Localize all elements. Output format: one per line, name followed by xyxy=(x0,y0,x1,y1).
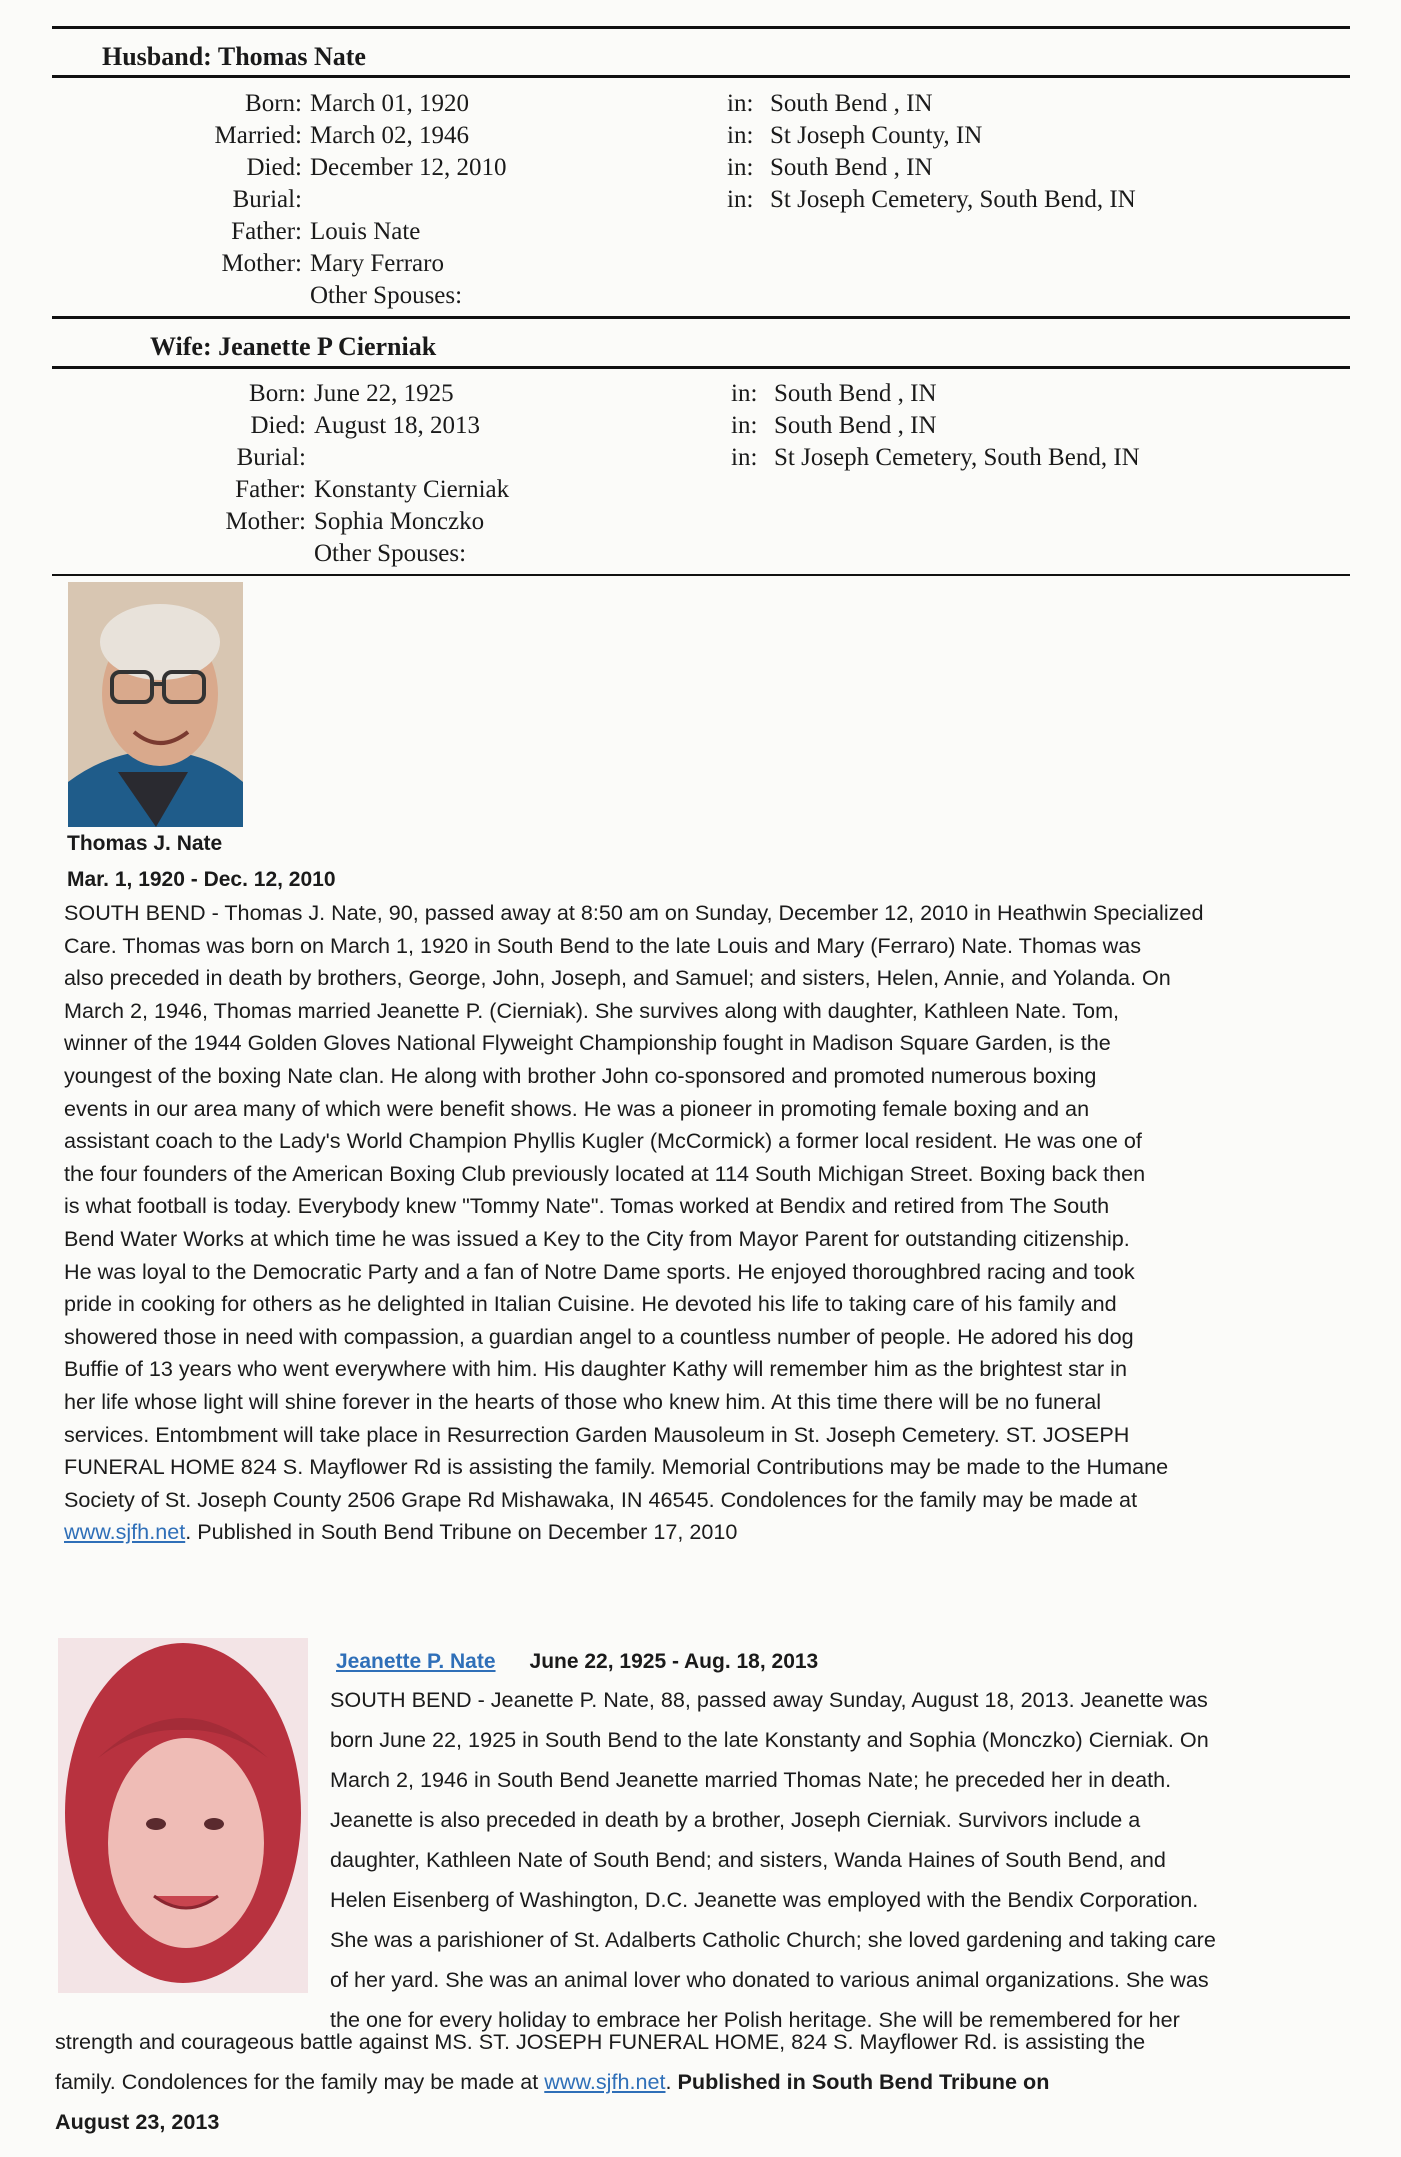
obit1-line: events in our area many of which were benefit shows. He was a pioneer in promoting female boxing and an xyxy=(64,1095,1090,1121)
obit1-line: Society of St. Joseph County 2506 Grape Rd Mishawaka, IN 46545. Condolences for the family may be made at xyxy=(64,1486,1138,1512)
obit1-line: FUNERAL HOME 824 S. Mayflower Rd is assisting the family. Memorial Contributions may be made to the Humane xyxy=(64,1454,1169,1480)
husband-rule xyxy=(52,75,1350,78)
top-rule xyxy=(52,26,1350,29)
obit2-line: born June 22, 1925 in South Bend to the late Konstanty and Sophia (Monczko) Cierniak. On xyxy=(330,1727,1209,1752)
obit1-line: is what football is today. Everybody knew "Tommy Nate". Tomas worked at Bendix and retired from The South xyxy=(64,1193,1110,1219)
husband-fields: Born: March 01, 1920 in: South Bend , IN Married: March 02, 1946 in: St Joseph County, IN Died: December 12, 2010 in: South Bend , IN Burial: in: St Joseph Cemetery, South Bend, IN Father: Louis Nate Mother: Mary Ferraro Other Spouses: xyxy=(214,90,1136,309)
obit1-line: Care. Thomas was born on March 1, 1920 in South Bend to the late Louis and Mary (Ferraro) Nate. Thomas was xyxy=(64,932,1142,958)
husband-heading xyxy=(102,42,366,72)
obit1-line: youngest of the boxing Nate clan. He along with brother John co-sponsored and promoted numerous boxing xyxy=(64,1062,1097,1088)
obit2-sjfh-link[interactable]: www.sjfh.net xyxy=(544,2069,666,2094)
jeanette-portrait-illustration xyxy=(58,1638,308,1993)
obit2-body xyxy=(330,1680,1370,2040)
obit1-line: Buffie of 13 years who went everywhere with him. His daughter Kathy will remember him as the brightest star in xyxy=(64,1356,1127,1382)
obit2-published: Published in South Bend Tribune on xyxy=(677,2069,1050,2094)
obit2-line: She was a parishioner of St. Adalberts Catholic Church; she loved gardening and taking care xyxy=(330,1927,1216,1952)
obit2-name-link[interactable]: Jeanette P. Nate xyxy=(336,1650,496,1673)
obit2-line: Helen Eisenberg of Washington, D.C. Jeanette was employed with the Bendix Corporation. xyxy=(330,1887,1199,1912)
wife-fields: Born: June 22, 1925 in: South Bend , IN Died: August 18, 2013 in: South Bend , IN Burial: in: St Joseph Cemetery, South Bend, IN Father: Konstanty Cierniak Mother: Sophia Monczko Other Spouses: xyxy=(225,380,1140,567)
obit1-line: assistant coach to the Lady's World Champion Phyllis Kugler (McCormick) a former local resident. He was one of xyxy=(64,1128,1142,1154)
obit2-published-date: August 23, 2013 xyxy=(55,2109,220,2134)
obit2-final-pre: family. Condolences for the family may be made at xyxy=(55,2069,545,2094)
obit1-line: He was loyal to the Democratic Party and a fan of Notre Dame sports. He enjoyed thoroughbred racing and took xyxy=(64,1258,1135,1284)
obit1-line: Bend Water Works at which time he was issued a Key to the City from Mayor Parent for outstanding citizenship. xyxy=(64,1225,1130,1251)
obit1-line: SOUTH BEND - Thomas J. Nate, 90, passed away at 8:50 am on Sunday, December 12, 2010 in Heathwin Specialized xyxy=(64,900,1204,925)
obit2-dates: June 22, 1925 - Aug. 18, 2013 xyxy=(529,1650,819,1673)
obit2-final-line xyxy=(55,2062,1375,2102)
obit1-last-text: . Published in South Bend Tribune on December 17, 2010 xyxy=(185,1519,738,1545)
jeanette-photo xyxy=(58,1638,308,1993)
bottom-rule xyxy=(52,574,1350,576)
wife-top-rule xyxy=(52,316,1350,319)
thomas-photo xyxy=(68,582,243,827)
obit1-line: also preceded in death by brothers, George, John, Joseph, and Samuel; and sisters, Helen, Annie, and Yolanda. On xyxy=(64,965,1171,991)
obit1-last-line xyxy=(64,1516,1374,1549)
wife-name: Jeanette P Cierniak xyxy=(218,332,437,361)
obit2-wide-line: strength and courageous battle against MS. ST. JOSEPH FUNERAL HOME, 824 S. Mayflower Rd. is assisting the xyxy=(55,2029,1146,2054)
obit2-line: daughter, Kathleen Nate of South Bend; and sisters, Wanda Haines of South Bend, and xyxy=(330,1847,1166,1872)
obit1-line: pride in cooking for others as he delighted in Italian Cuisine. He devoted his life to taking care of his family and xyxy=(64,1291,1117,1317)
obit1-sjfh-link[interactable]: www.sjfh.net xyxy=(64,1519,186,1545)
thomas-portrait-illustration xyxy=(68,582,243,827)
husband-heading-label: Husband: xyxy=(102,42,212,71)
obit2-header xyxy=(336,1648,818,1676)
obit2-line: of her yard. She was an animal lover who donated to various animal organizations. She was xyxy=(330,1967,1209,1992)
husband-name: Thomas Nate xyxy=(217,42,366,71)
obit1-line: services. Entombment will take place in Resurrection Garden Mausoleum in St. Joseph Cemetery. ST. JOSEPH xyxy=(64,1421,1130,1447)
obit1-line: showered those in need with compassion, a guardian angel to a countless number of people. He adored his dog xyxy=(64,1323,1134,1349)
obit2-final-mid: . xyxy=(665,2069,678,2094)
obit1-dates: Mar. 1, 1920 - Dec. 12, 2010 xyxy=(67,868,336,891)
obit1-body xyxy=(64,897,1374,1549)
obit2-line: the one for every holiday to embrace her Polish heritage. She will be remembered for her xyxy=(330,2007,1180,2032)
obit1-line: her life whose light will shine forever in the hearts of those who knew him. At this time there will be no funeral xyxy=(64,1388,1102,1414)
obit1-line: the four founders of the American Boxing Club previously located at 114 South Michigan Street. Boxing back then xyxy=(64,1160,1146,1186)
wife-heading xyxy=(150,332,436,362)
obit1-line: winner of the 1944 Golden Gloves National Flyweight Championship fought in Madison Square Garden, is the xyxy=(64,1030,1111,1056)
obit2-line: March 2, 1946 in South Bend Jeanette married Thomas Nate; he preceded her in death. xyxy=(330,1767,1172,1792)
obit1-name: Thomas J. Nate xyxy=(67,832,223,855)
wife-rule xyxy=(52,366,1350,369)
obit2-body-wide xyxy=(55,2022,1375,2142)
wife-heading-label: Wife: xyxy=(150,332,212,361)
obit2-line: SOUTH BEND - Jeanette P. Nate, 88, passed away Sunday, August 18, 2013. Jeanette was xyxy=(330,1687,1208,1712)
obit1-line: March 2, 1946, Thomas married Jeanette P. (Cierniak). She survives along with daughter, Kathleen Nate. Tom, xyxy=(64,997,1120,1023)
obit2-line: Jeanette is also preceded in death by a brother, Joseph Cierniak. Survivors include a xyxy=(330,1807,1141,1832)
